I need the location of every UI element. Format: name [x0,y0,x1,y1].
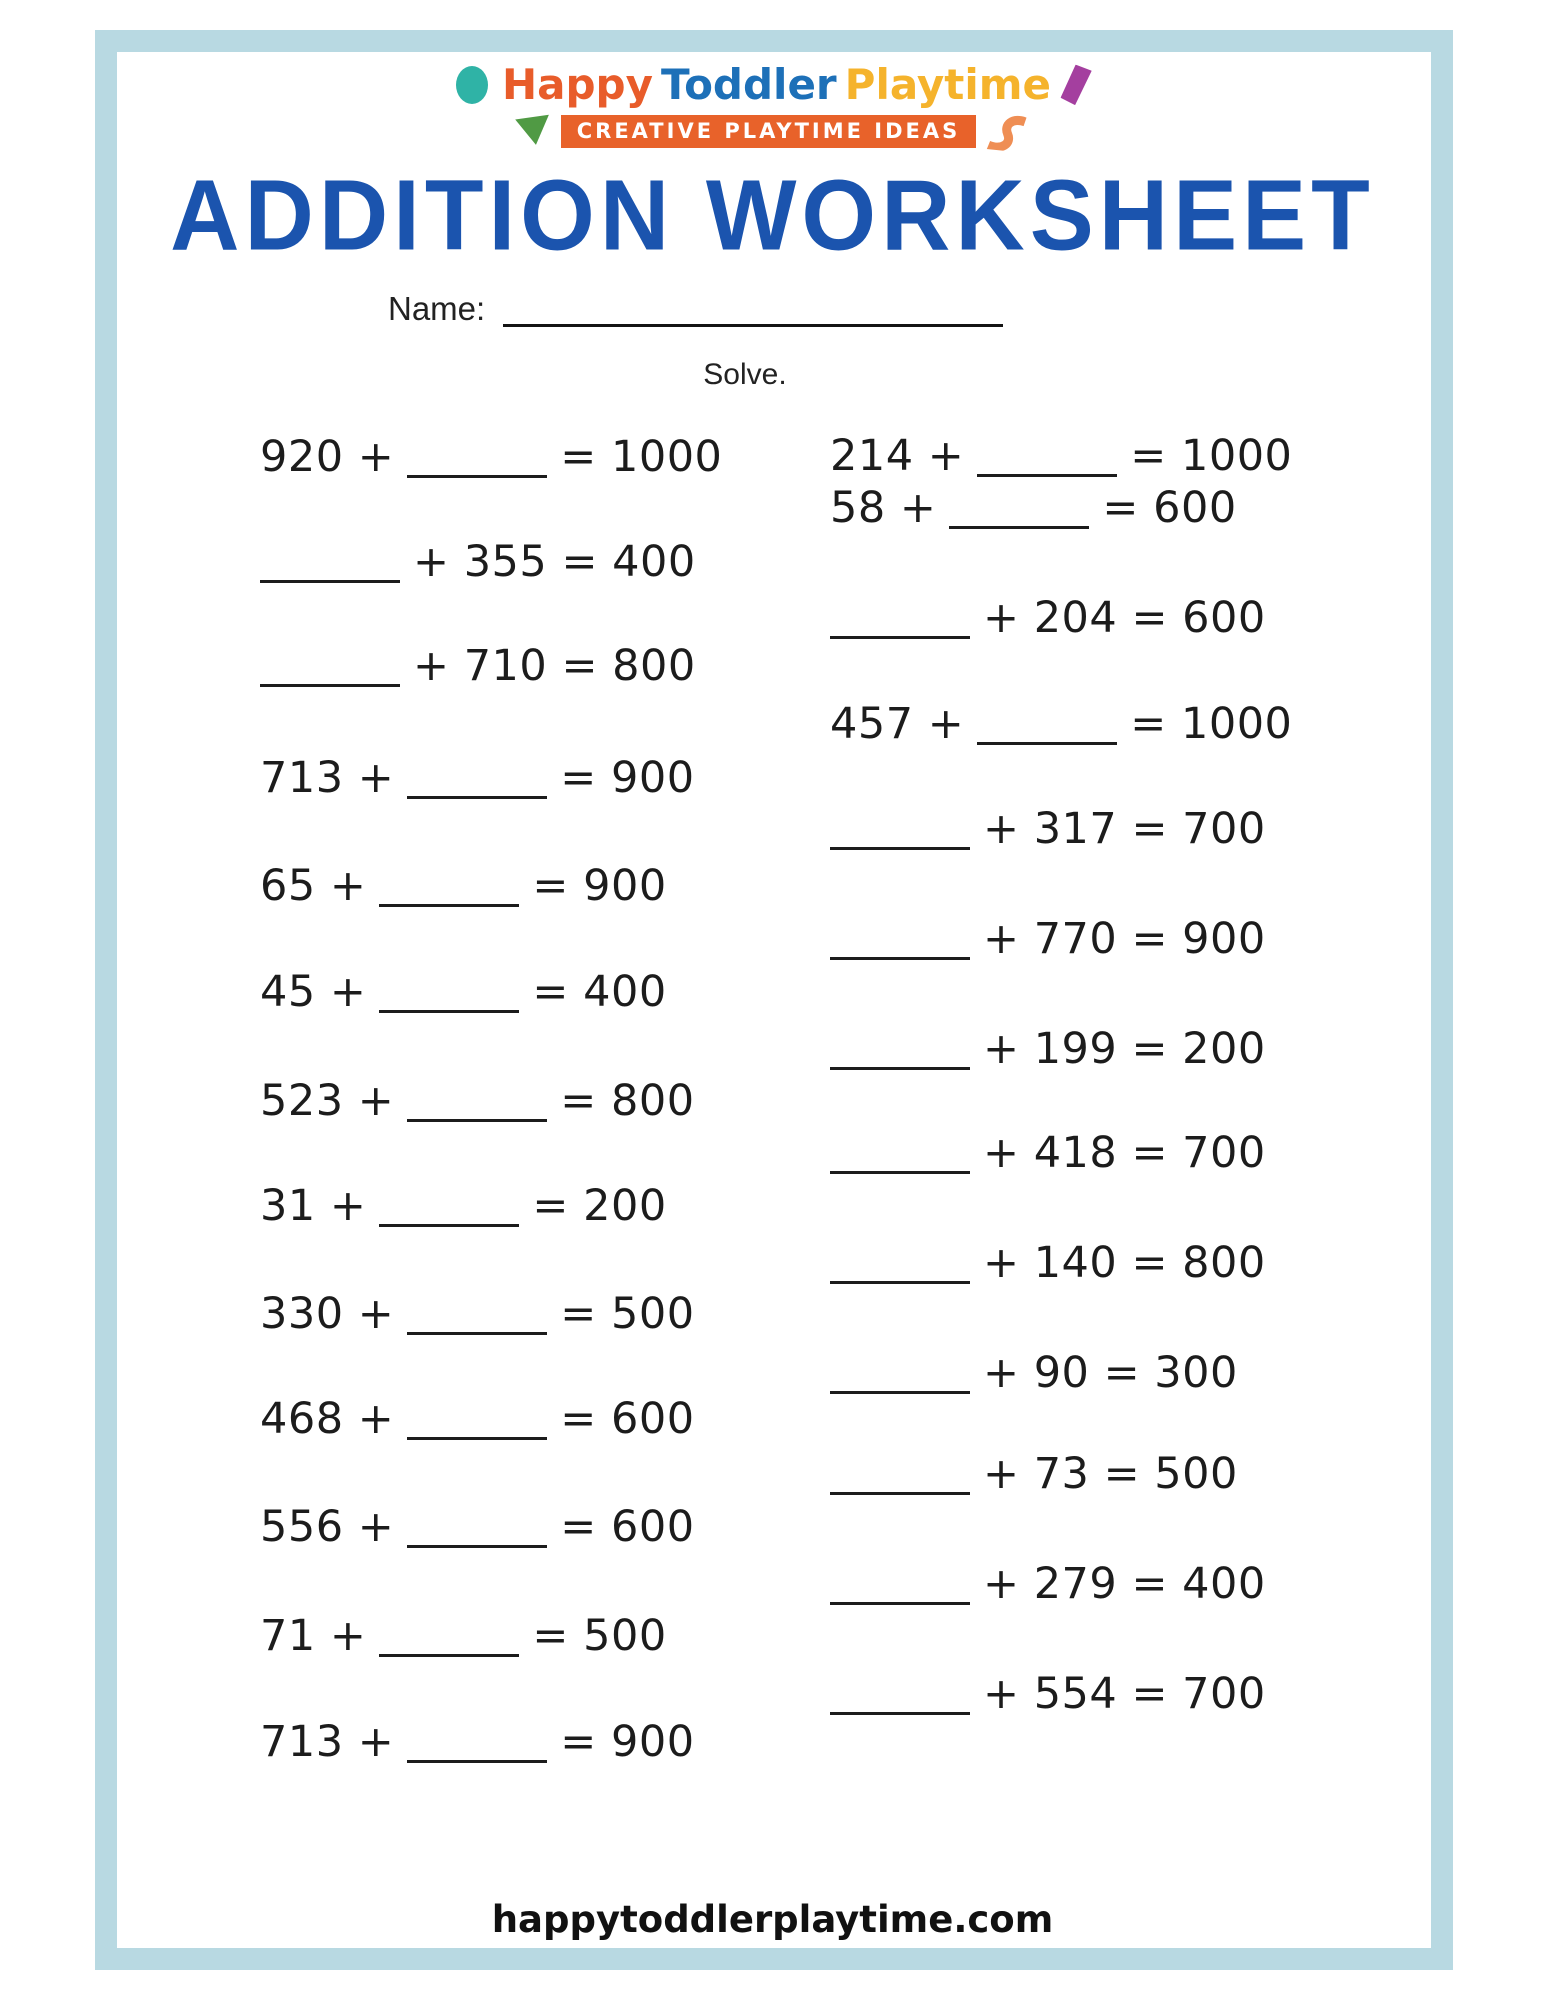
problem-before-text: 556 + [260,1502,395,1552]
answer-blank[interactable] [830,1564,970,1605]
problem-after-text: = 400 [532,967,667,1017]
problem-row-left-13 [260,1715,695,1767]
logo-brush-stroke-icon [1060,63,1093,107]
problem-after-text: + 710 = 800 [413,641,696,691]
problem-row-left-8 [260,1179,667,1231]
problem-after-text: = 900 [560,1717,695,1767]
problem-row-left-1 [260,430,722,482]
problem-after-text: = 500 [560,1289,695,1339]
problem-row-left-6 [260,965,667,1017]
problem-row-right-5 [830,802,1266,854]
answer-blank[interactable] [977,436,1117,477]
problem-after-text: + 554 = 700 [983,1669,1266,1719]
footer-url: happytoddlerplaytime.com [491,1898,1054,1941]
problem-after-text: + 279 = 400 [983,1559,1266,1609]
problem-after-text: + 140 = 800 [983,1238,1266,1288]
logo-tagline: CREATIVE PLAYTIME IDEAS [561,115,976,148]
problem-row-right-12 [830,1557,1266,1609]
problem-before-text: 71 + [260,1611,367,1661]
problem-after-text: = 600 [1102,483,1237,533]
problem-row-right-10 [830,1346,1238,1398]
answer-blank[interactable] [407,1399,547,1440]
answer-blank[interactable] [830,1454,970,1495]
logo [0,60,1545,151]
problem-after-text: = 500 [532,1611,667,1661]
problem-before-text: 330 + [260,1289,395,1339]
problem-before-text: 713 + [260,1717,395,1767]
instruction-text: Solve. [703,358,787,391]
problem-row-left-7 [260,1074,695,1126]
answer-blank[interactable] [260,542,400,583]
problem-after-text: + 355 = 400 [413,537,696,587]
problem-row-left-10 [260,1392,695,1444]
logo-word-playtime: Playtime [844,60,1051,109]
problem-after-text: + 418 = 700 [983,1128,1266,1178]
answer-blank[interactable] [379,866,519,907]
problem-after-text: + 317 = 700 [983,804,1266,854]
problem-row-right-13 [830,1667,1266,1719]
problem-row-right-7 [830,1022,1266,1074]
problem-after-text: + 204 = 600 [983,593,1266,643]
problem-after-text: = 600 [560,1502,695,1552]
answer-blank[interactable] [379,1616,519,1657]
problem-row-right-11 [830,1447,1238,1499]
answer-blank[interactable] [977,704,1117,745]
problem-after-text: = 800 [560,1076,695,1126]
problem-before-text: 31 + [260,1181,367,1231]
answer-blank[interactable] [407,758,547,799]
logo-wordmark [456,60,1089,109]
name-row [388,288,1003,327]
name-label: Name: [388,289,486,327]
logo-squiggle-icon [984,109,1030,153]
problem-before-text: 468 + [260,1394,395,1444]
answer-blank[interactable] [830,1674,970,1715]
problem-after-text: + 770 = 900 [983,914,1266,964]
logo-circle-icon [456,66,488,104]
problem-after-text: + 199 = 200 [983,1024,1266,1074]
answer-blank[interactable] [830,919,970,960]
answer-blank[interactable] [830,1353,970,1394]
answer-blank[interactable] [830,809,970,850]
problem-before-text: 713 + [260,753,395,803]
name-fill-in-line[interactable] [503,288,1003,327]
logo-tagline-row [517,111,1028,151]
problem-after-text: = 1000 [1130,699,1293,749]
logo-word-happy: Happy [502,60,653,109]
problem-before-text: 523 + [260,1076,395,1126]
answer-blank[interactable] [830,1029,970,1070]
problem-before-text: 214 + [830,431,965,481]
problem-row-right-9 [830,1236,1266,1288]
logo-triangle-icon [515,115,553,147]
problem-row-left-12 [260,1609,667,1661]
logo-word-toddler: Toddler [661,60,837,109]
problem-row-right-6 [830,912,1266,964]
problem-row-right-1 [830,429,1292,481]
problem-row-left-11 [260,1500,695,1552]
answer-blank[interactable] [949,488,1089,529]
problem-before-text: 45 + [260,967,367,1017]
problem-after-text: = 1000 [1130,431,1293,481]
problem-row-right-3 [830,591,1266,643]
answer-blank[interactable] [407,1722,547,1763]
problem-after-text: = 900 [560,753,695,803]
answer-blank[interactable] [407,1081,547,1122]
problem-row-left-9 [260,1287,695,1339]
answer-blank[interactable] [407,437,547,478]
problem-row-left-3 [260,639,696,691]
answer-blank[interactable] [379,972,519,1013]
problem-row-right-8 [830,1126,1266,1178]
problem-before-text: 58 + [830,483,937,533]
answer-blank[interactable] [260,646,400,687]
problem-before-text: 920 + [260,432,395,482]
problem-after-text: = 600 [560,1394,695,1444]
answer-blank[interactable] [407,1507,547,1548]
answer-blank[interactable] [379,1186,519,1227]
problem-after-text: + 90 = 300 [983,1348,1238,1398]
answer-blank[interactable] [830,598,970,639]
problem-row-left-2 [260,535,696,587]
problem-after-text: = 900 [532,861,667,911]
answer-blank[interactable] [830,1243,970,1284]
answer-blank[interactable] [830,1133,970,1174]
problem-before-text: 457 + [830,699,965,749]
problem-after-text: = 1000 [560,432,723,482]
answer-blank[interactable] [407,1294,547,1335]
problem-row-left-5 [260,859,667,911]
problem-row-right-4 [830,697,1292,749]
problem-after-text: + 73 = 500 [983,1449,1238,1499]
problem-before-text: 65 + [260,861,367,911]
problem-after-text: = 200 [532,1181,667,1231]
page-title: ADDITION WORKSHEET [170,159,1375,272]
problem-row-right-2 [830,481,1237,533]
problem-row-left-4 [260,751,695,803]
